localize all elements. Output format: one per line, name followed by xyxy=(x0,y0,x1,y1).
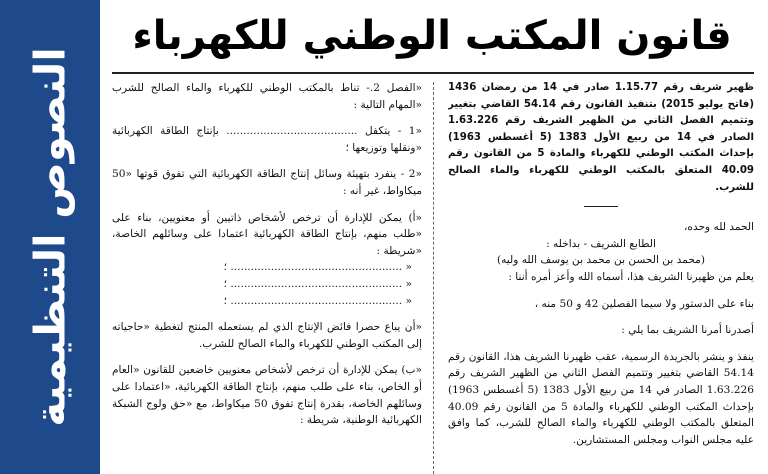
praise-line: الحمد لله وحده، xyxy=(683,221,754,234)
column-divider xyxy=(433,82,434,474)
spacer xyxy=(112,156,422,166)
spacer xyxy=(112,352,422,362)
spacer xyxy=(448,312,754,322)
title-divider xyxy=(112,72,754,74)
article-2-heading: «الفصل 2.- تناط بالمكتب الوطني للكهرباء والماء الصالح للشرب «المهام التالية : xyxy=(112,82,422,111)
decree-intro: ظهير شريف رقم 1.15.77 صادر في 14 من رمضان 1436 (فاتح يوليو 2015) بتنفيذ القانون رقم 54.14 القاضي بتغيير وتتميم الفصل الثاني من الظهير الشريف رقم 1.63.226 الصادر في 14 من ربيع الأول 1383 (5 أغسطس 1963) بإحداث المكتب الوطني للكهرباء والمادة 5 من القانون رقم 40.09 المتعلق بالمكتب الوطني للكهرباء والماء الصالح للشرب. xyxy=(448,82,754,193)
article-2-clause-b: «ب) يمكن للإدارة أن ترخص لأشخاص معنويين خاضعين للقانون «العام أو الخاص، بناء على طلب منهم، بإنتاج الطاقة الكهربائية، «اعتمادا على وسائلهم الخاصة، بقدرة إنتاج تفوق 50 ميكاواط، مع «حق ولوج الشبكة الكهربائية الوطنية، شريطة : xyxy=(112,364,422,427)
article-2-item-1: «1 - يتكفل ....................................... بإنتاج الطاقة الكهربائية «ونقلها وتوزيعها ؛ xyxy=(112,125,422,154)
spacer xyxy=(112,309,422,319)
article-2-clause-a: «أ) يمكن للإدارة أن ترخص لأشخاص ذاتيين أو معنويين، بناء على «طلب منهم، بإنتاج الطاقة الكهربائية اعتمادا على وسائلهم الخاصة، «شريطة : xyxy=(112,211,422,257)
right-column xyxy=(448,80,754,474)
seal-title: الطابع الشريف - بداخله : xyxy=(546,237,656,250)
announce-line: يعلم من ظهيرنا الشريف هذا، أسماه الله وأعز أمره أننا : xyxy=(508,270,754,283)
left-column xyxy=(112,80,422,474)
basis-line: بناء على الدستور ولا سيما الفصلين 42 و 50 منه ، xyxy=(534,297,754,310)
decree-body: ينفذ و ينشر بالجريدة الرسمية، عقب ظهيرنا الشريف هذا، القانون رقم 54.14 القاضي بتغيير وتتميم الفصل الثاني من الظهير الشريف رقم 1.63.226 الصادر في 14 من ربيع الأول 1383 (5 أغسطس 1963) بإحداث المكتب الوطني للكهرباء والمادة 5 من القانون رقم 40.09 المتعلق بالمكتب الوطني للكهرباء والماء الصالح للشرب، كما وافق عليه مجلس النواب ومجلس المستشارين. xyxy=(448,350,754,446)
page-title: قانون المكتب الوطني للكهرباء xyxy=(132,13,732,59)
section-divider xyxy=(584,206,618,207)
spacer xyxy=(112,113,422,123)
side-band xyxy=(0,0,100,474)
spacer xyxy=(448,286,754,296)
condition-line: « ................................................... ؛ xyxy=(223,277,412,290)
spacer xyxy=(448,339,754,349)
condition-line: « ................................................... ؛ xyxy=(223,261,412,274)
article-2-surplus: «أن يباع حصرا فائض الإنتاج الذي لم يستعمله المنتج لتغطية «حاجياته إلى المكتب الوطني للكهرباء والماء الصالح للشرب. xyxy=(112,321,422,350)
spacer xyxy=(112,200,422,210)
condition-line: « ................................................... ؛ xyxy=(223,294,412,307)
side-band-label: النصوص التنظيمية xyxy=(25,47,75,427)
article-2-item-2: «2 - ينفرد بتهيئة وسائل إنتاج الطاقة الكهربائية التي تفوق قوتها «50 ميكاواط، غير أنه : xyxy=(112,168,422,197)
seal-name: (محمد بن الحسن بن محمد بن يوسف الله وليه) xyxy=(496,254,705,267)
order-line: أصدرنا أمرنا الشريف بما يلي : xyxy=(621,324,754,337)
